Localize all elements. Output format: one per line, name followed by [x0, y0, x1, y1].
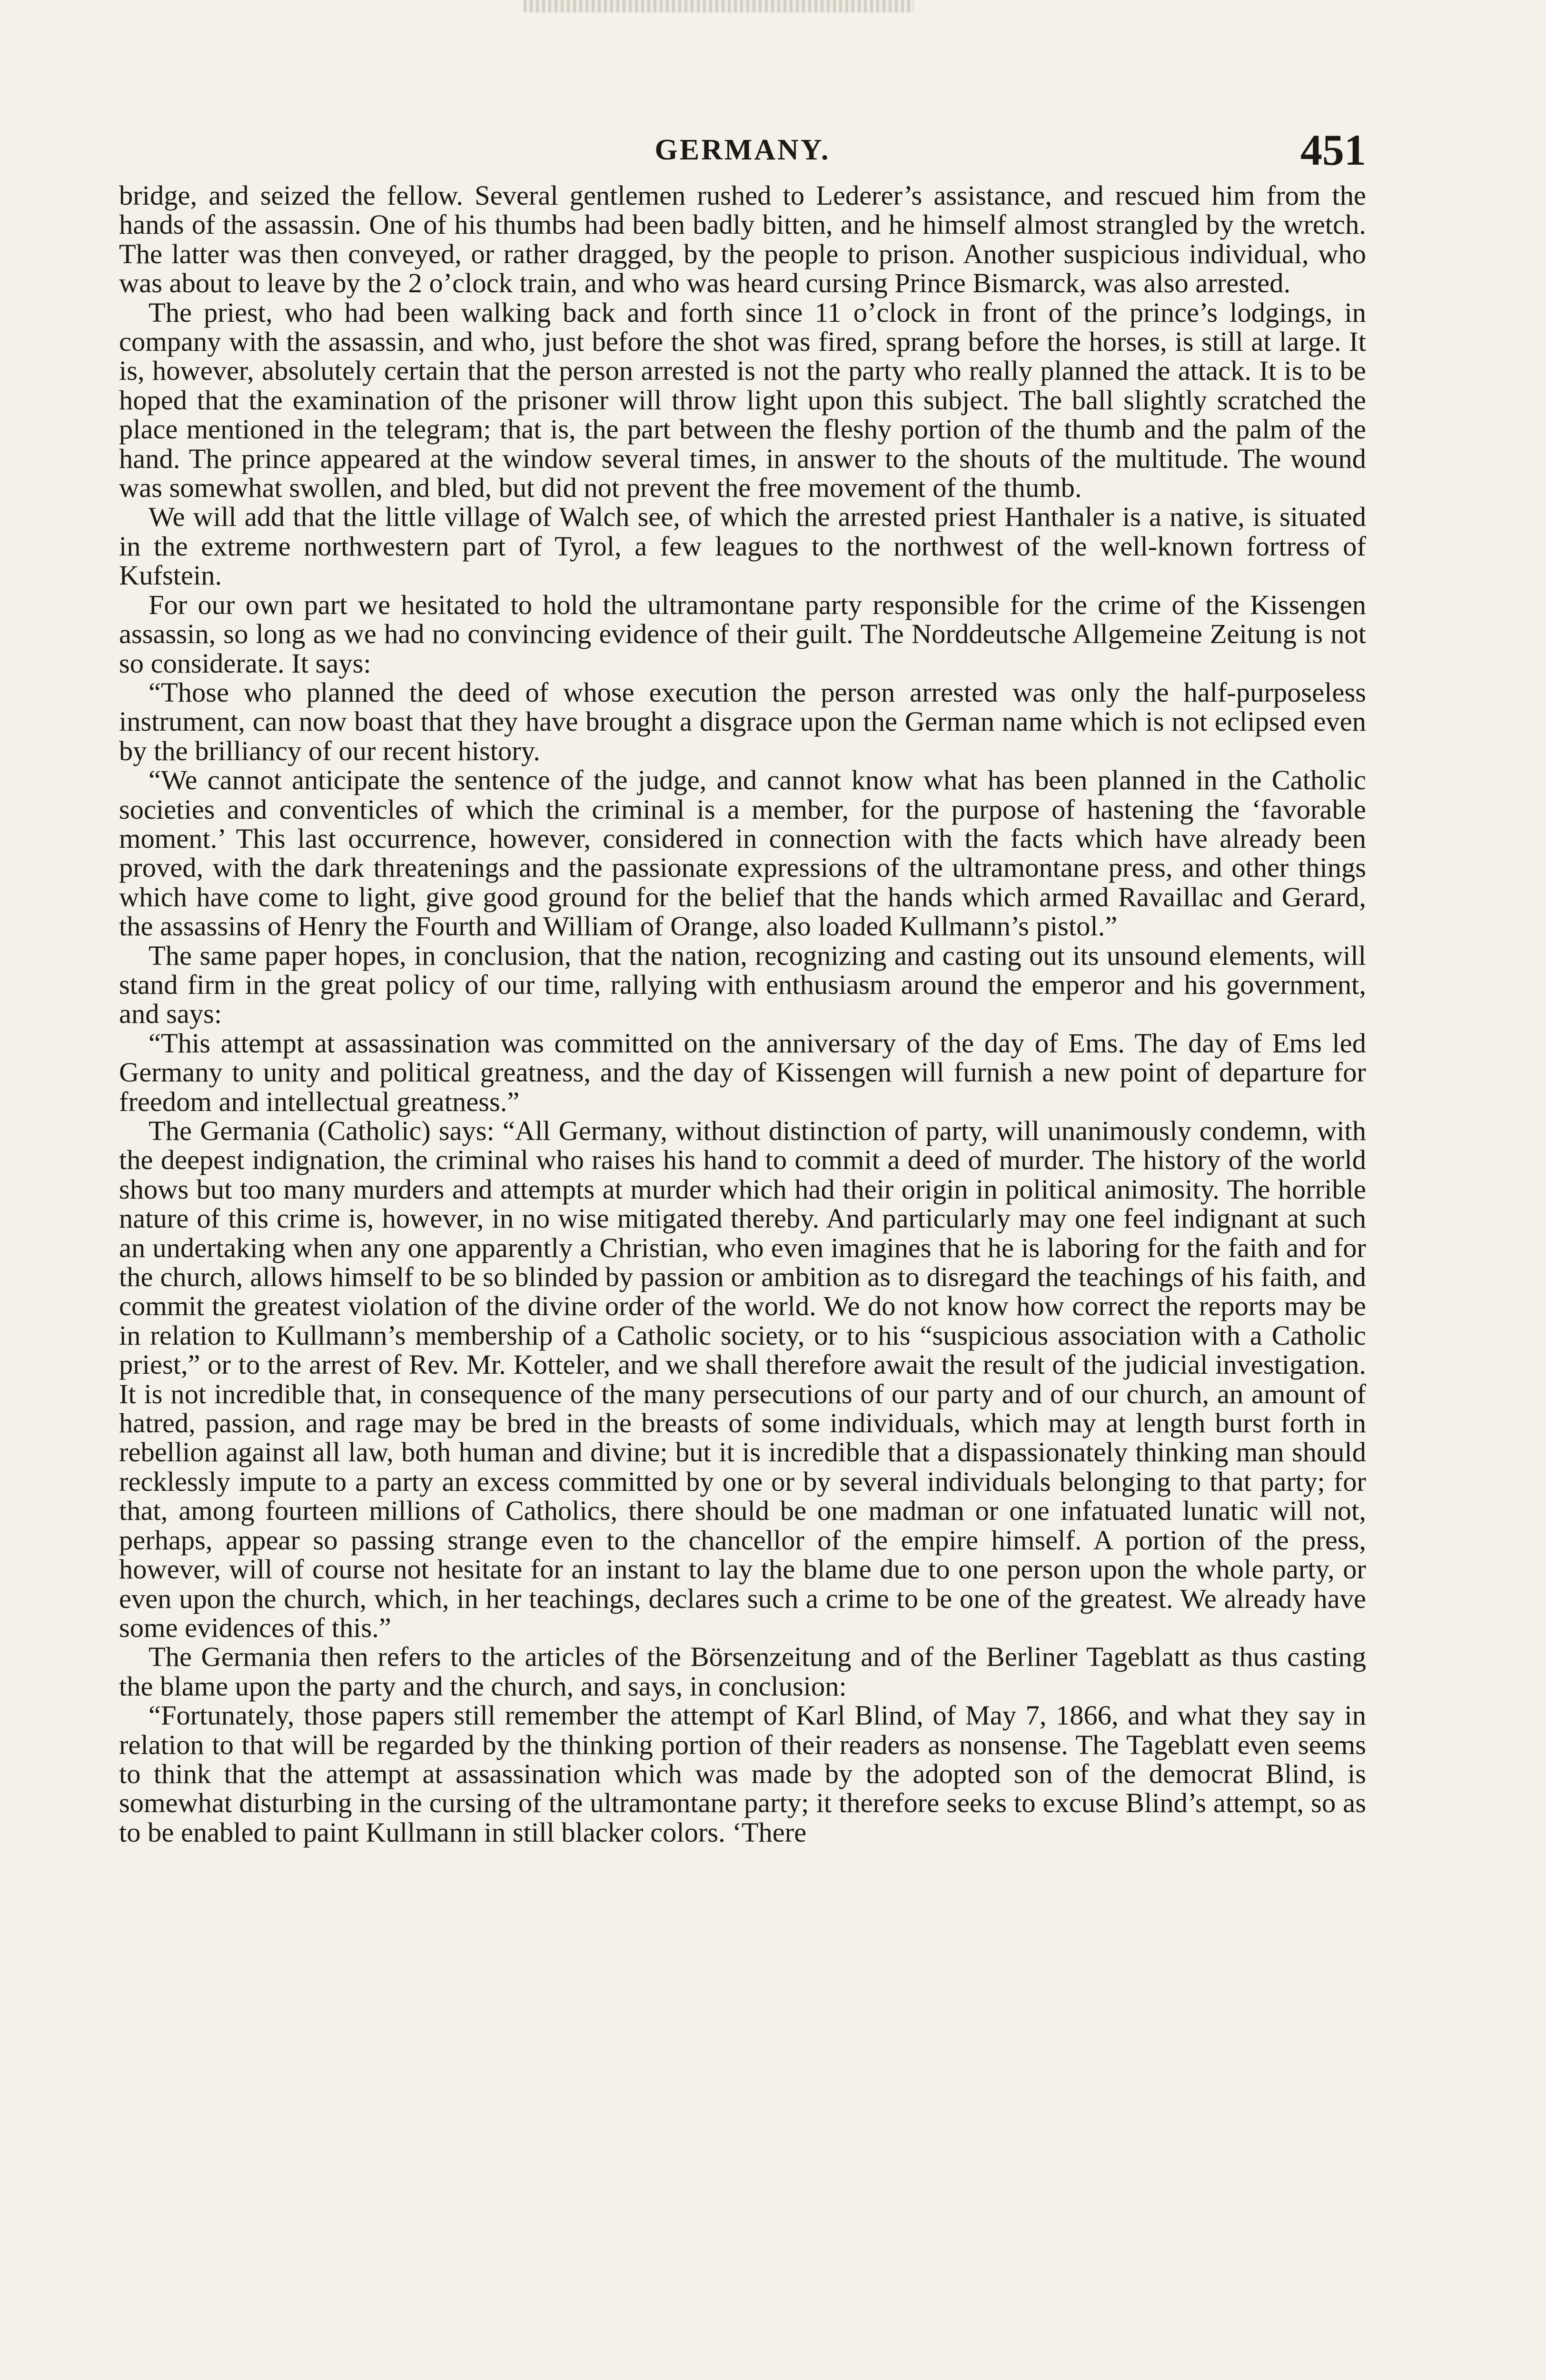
quote-2: “We cannot anticipate the sentence of the judge, and cannot know what has been planned in the Catholic societies and conventicles of which the criminal is a member, for the purpose of hastening the ‘favorable moment.’ This last occurrence, however, considered in connection with the facts which have already been proved, with the dark threatenings and the passionate expressions of the ultramontane press, and other things which have come to light, give good ground for the belief that the hands which armed Ravaillac and Gerard, the assassins of Henry the Fourth and William of Orange, also loaded Kullmann’s pistol.”	[119, 764, 1366, 942]
running-title: GERMANY.	[654, 134, 831, 166]
paragraph-7: The Germania then refers to the articles of the Börsenzeitung and of the Berliner Tageblatt as thus casting the blame upon the party and the church, and says, in conclusion:	[119, 1641, 1366, 1702]
paragraph-6: The Germania (Catholic) says: “All Germany, without distinction of party, will unanimously condemn, with the deepest indignation, the criminal who raises his hand to commit a deed of murder. The history of the world shows but too many murders and attempts at murder which had their origin in political animosity. The horrible nature of this crime is, however, in no wise mitigated thereby. And particularly may one feel indignant at such an undertaking when any one apparently a Christian, who even imagines that he is laboring for the faith and for the church, allows himself to be so blinded by passion or ambition as to disregard the teachings of his faith, and commit the greatest violation of the divine order of the world. We do not know how correct the reports may be in relation to Kullmann’s membership of a Catholic society, or to his “suspicious association with a Catholic priest,” or to the arrest of Rev. Mr. Kotteler, and we shall therefore await the result of the judicial investigation. It is not incredible that, in consequence of the many persecutions of our party and of our church, an amount of hatred, passion, and rage may be bred in the breasts of some individuals, which may at length burst forth in rebellion against all law, both human and divine; but it is incredible that a dispassionately thinking man should recklessly impute to a party an excess committed by one or by several individuals belonging to that party; for that, among fourteen millions of Catholics, there should be one madman or one infatuated lunatic will not, perhaps, appear so passing strange even to the chancellor of the empire himself. A portion of the press, however, will of course not hesitate for an instant to lay the blame due to one person upon the whole party, or even upon the church, which, in her teachings, declares such a crime to be one of the greatest. We already have some evidences of this.”	[119, 1115, 1366, 1643]
scan-artifact	[524, 0, 914, 12]
quote-1: “Those who planned the deed of whose execution the person arrested was only the half-purposeless instrument, can now boast that they have brought a disgrace upon the German name which is not eclipsed even by the brilliancy of our recent history.	[119, 676, 1366, 766]
quote-3: “This attempt at assassination was committed on the anniversary of the day of Ems. The day of Ems led Germany to unity and political greatness, and the day of Kissengen will furnish a new point of departure for freedom and intellectual greatness.”	[119, 1027, 1366, 1117]
page-number: 451	[1300, 126, 1366, 174]
quote-4: “Fortunately, those papers still remember the attempt of Karl Blind, of May 7, 1866, and what they say in relation to that will be regarded by the thinking portion of their readers as nonsense. The Tageblatt even seems to think that the attempt at assassination which was made by the adopted son of the democrat Blind, is somewhat disturbing in the cursing of the ultramontane party; it therefore seeks to excuse Blind’s attempt, so as to be enabled to paint Kullmann in still blacker colors. ‘There	[119, 1700, 1366, 1848]
paragraph-3: We will add that the little village of Walch see, of which the arrested priest Hanthaler is a native, is situated in the extreme northwestern part of Tyrol, a few leagues to the northwest of the well-known fortress of Kufstein.	[119, 501, 1366, 591]
body-text	[119, 181, 1366, 1847]
paragraph-4: For our own part we hesitated to hold the ultramontane party responsible for the crime of the Kissengen assassin, so long as we had no convincing evidence of their guilt. The Norddeutsche Allgemeine Zeitung is not so considerate. It says:	[119, 589, 1366, 679]
paragraph-2: The priest, who had been walking back and forth since 11 o’clock in front of the prince’s lodgings, in company with the assassin, and who, just before the shot was fired, sprang before the horses, is still at large. It is, however, absolutely certain that the person arrested is not the party who really planned the attack. It is to be hoped that the examination of the prisoner will throw light upon this subject. The ball slightly scratched the place mentioned in the telegram; that is, the part between the fleshy portion of the thumb and the palm of the hand. The prince appeared at the window several times, in answer to the shouts of the multitude. The wound was somewhat swollen, and bled, but did not prevent the free movement of the thumb.	[119, 297, 1366, 504]
running-head	[119, 119, 1366, 181]
paragraph-5: The same paper hopes, in conclusion, that the nation, recognizing and casting out its unsound elements, will stand firm in the great policy of our time, rallying with enthusiasm around the emperor and his government, and says:	[119, 940, 1366, 1030]
paragraph-1: bridge, and seized the fellow. Several gentlemen rushed to Lederer’s assistance, and rescued him from the hands of the assassin. One of his thumbs had been badly bitten, and he himself almost strangled by the wretch. The latter was then conveyed, or rather dragged, by the people to prison. Another suspicious individual, who was about to leave by the 2 o’clock train, and who was heard cursing Prince Bismarck, was also arrested.	[119, 180, 1366, 299]
book-page	[119, 119, 1366, 1847]
